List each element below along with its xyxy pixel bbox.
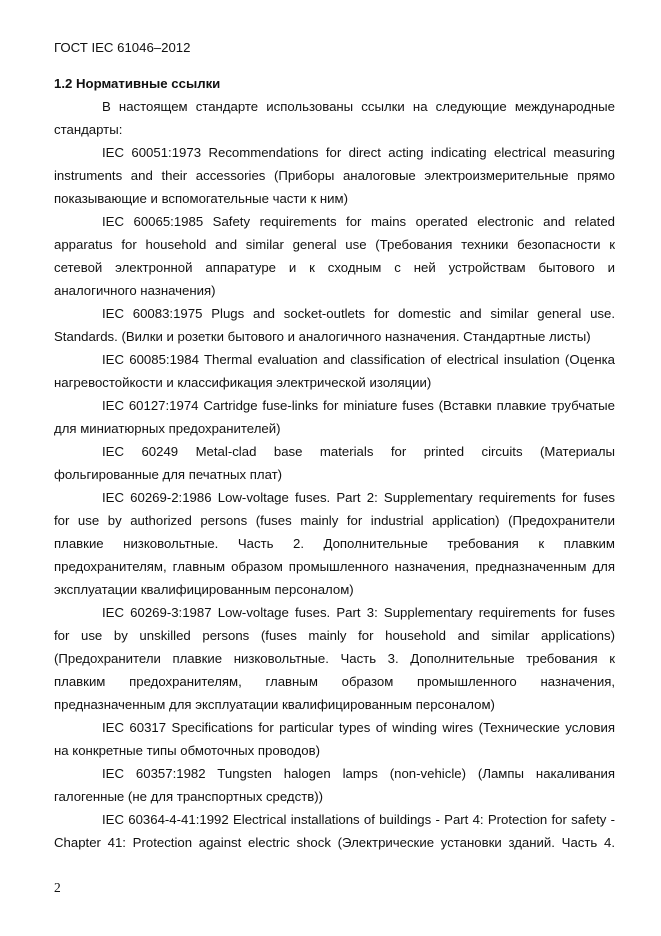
text-line: сетевой электронной аппаратуре и к сходным с ней устройствам бытового и — [54, 260, 615, 275]
text-line: instruments and their accessories (Приборы аналоговые электроизмерительные прямо — [54, 168, 615, 183]
text-line: for use by authorized persons (fuses mainly for industrial application) (Предохранители — [54, 513, 615, 528]
text-line: предохранителям, главным образом промышленного назначения, предназначенным для — [54, 559, 615, 574]
text-line: предназначенным для эксплуатации квалифицированным персоналом) — [54, 697, 495, 712]
text-line: аналогичного назначения) — [54, 283, 216, 298]
page-number: 2 — [54, 880, 61, 895]
text-line: фольгированные для печатных плат) — [54, 467, 283, 482]
text-line: Chapter 41: Protection against electric shock (Электрические установки зданий. Часть 4. — [54, 835, 615, 850]
document-header: ГОСТ IEC 61046–2012 — [54, 40, 191, 55]
text-line: IEC 60127:1974 Cartridge fuse-links for miniature fuses (Вставки плавкие трубчатые — [102, 398, 615, 413]
text-line: плавким предохранителям, главным образом промышленного назначения, — [54, 674, 615, 689]
text-line: IEC 60364-4-41:1992 Electrical installations of buildings - Part 4: Protection for safety - — [102, 812, 615, 827]
text-line: IEC 60085:1984 Thermal evaluation and classification of electrical insulation (Оценка — [102, 352, 615, 367]
text-line: показывающие и вспомогательные части к ним) — [54, 191, 348, 206]
text-line: IEC 60269-2:1986 Low-voltage fuses. Part 2: Supplementary requirements for fuses — [102, 490, 615, 505]
text-line: галогенные (не для транспортных средств)) — [54, 789, 324, 804]
text-line: Standards. (Вилки и розетки бытового и аналогичного назначения. Стандартные листы) — [54, 329, 591, 344]
text-line: на конкретные типы обмоточных проводов) — [54, 743, 320, 758]
text-line: эксплуатации квалифицированным персоналом) — [54, 582, 354, 597]
text-line: IEC 60357:1982 Tungsten halogen lamps (non-vehicle) (Лампы накаливания — [102, 766, 615, 781]
text-line: (Предохранители плавкие низковольтные. Часть 3. Дополнительные требования к — [54, 651, 615, 666]
text-line: IEC 60083:1975 Plugs and socket-outlets for domestic and similar general use. — [102, 306, 615, 321]
document-body — [54, 72, 615, 854]
section-heading: 1.2 Нормативные ссылки — [54, 76, 221, 91]
text-line: IEC 60051:1973 Recommendations for direct acting indicating electrical measuring — [102, 145, 615, 160]
text-line: apparatus for household and similar general use (Требования техники безопасности к — [54, 237, 615, 252]
text-line: для миниатюрных предохранителей) — [54, 421, 281, 436]
text-line: плавкие низковольтные. Часть 2. Дополнительные требования к плавким — [54, 536, 615, 551]
text-line: for use by unskilled persons (fuses mainly for household and similar applications) — [54, 628, 615, 643]
text-line: IEC 60269-3:1987 Low-voltage fuses. Part 3: Supplementary requirements for fuses — [102, 605, 615, 620]
text-line: В настоящем стандарте использованы ссылки на следующие международные — [102, 99, 615, 114]
text-line: IEC 60249 Metal-clad base materials for printed circuits (Материалы — [102, 444, 615, 459]
text-line: нагревостойкости и классификация электрической изоляции) — [54, 375, 432, 390]
text-line: стандарты: — [54, 122, 123, 137]
text-line: IEC 60065:1985 Safety requirements for mains operated electronic and related — [102, 214, 615, 229]
text-line: IEC 60317 Specifications for particular types of winding wires (Технические условия — [102, 720, 615, 735]
